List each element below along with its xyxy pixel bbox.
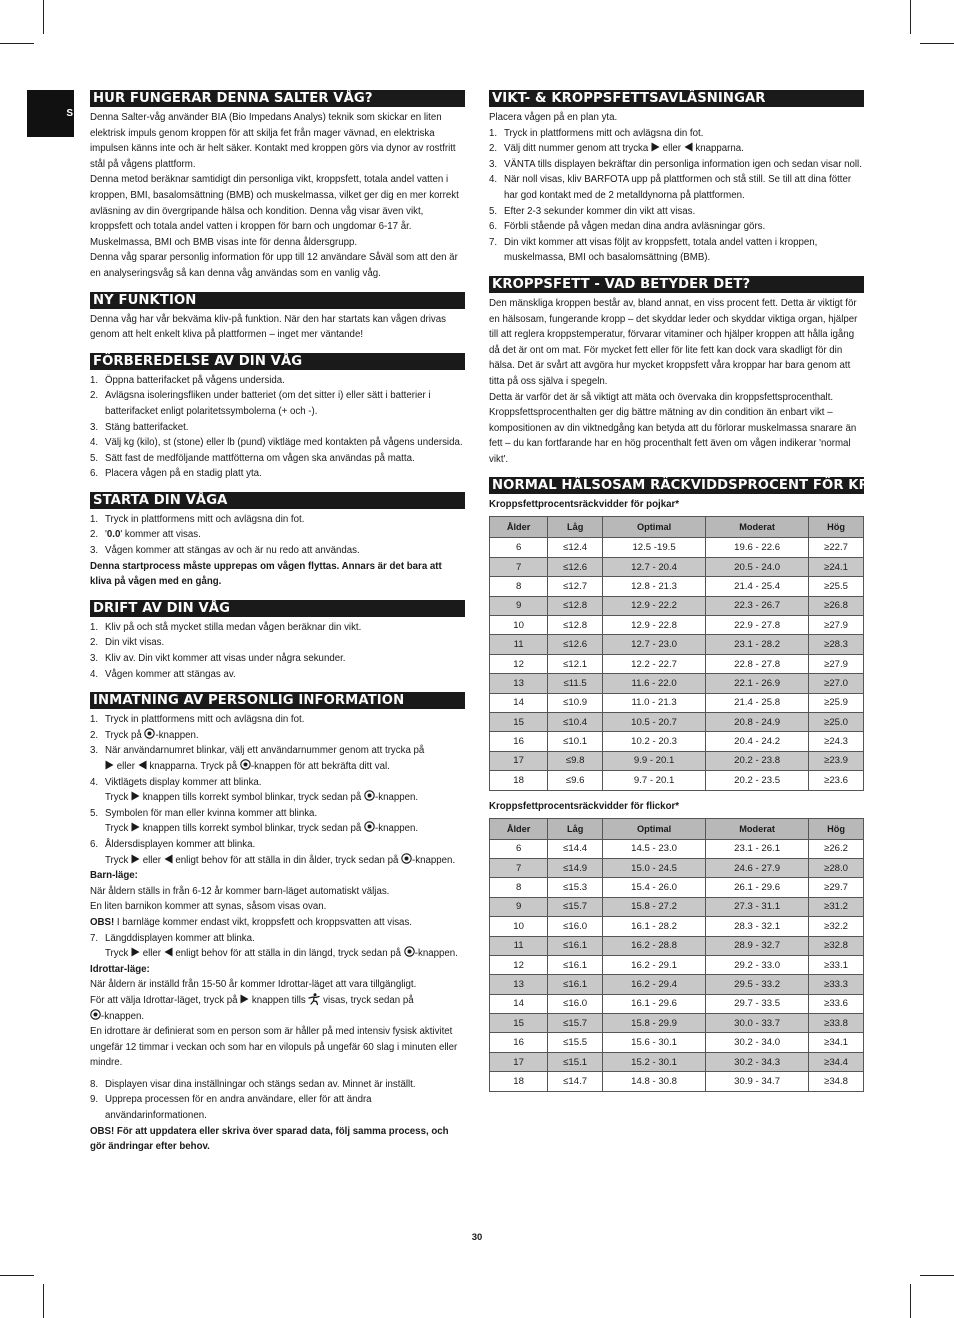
list-item: 6. Förbli stående på vågen medan dina andra avläsningar görs. [489,221,766,233]
table-cell: 15.6 - 30.1 [603,1033,706,1052]
list-item: 3. Kliv av. Din vikt kommer att visas under några sekunder. [90,653,346,665]
table-row [490,975,864,994]
table-cell: 11.0 - 21.3 [603,693,706,712]
list-item: 4. Viktlägets display kommer att blinka. Tryck knappen tills korrekt symbol blinkar, tryck sedan på -knappen. [90,775,465,806]
table-cell: 16.1 - 28.2 [603,917,706,936]
table-cell: ≥27.9 [809,654,864,673]
table-cell: 9 [490,596,548,615]
col-header: Hög [809,818,864,839]
list-item: 1. Tryck in plattformens mitt och avlägsna din fot. [489,127,704,139]
table-cell: ≥25.9 [809,693,864,712]
table-cell: 14 [490,994,548,1013]
table-cell: ≤10.4 [548,712,603,731]
table-cell: 30.0 - 33.7 [706,1014,809,1033]
section-heading: DRIFT AV DIN VÅG [90,600,465,617]
table-cell: 28.3 - 32.1 [706,917,809,936]
athlete-icon [308,993,320,1009]
table-cell: 22.3 - 26.7 [706,596,809,615]
boys-range-table [489,516,864,790]
table-cell: ≤15.7 [548,1014,603,1033]
table-cell: 12.7 - 20.4 [603,557,706,576]
set-button-icon [364,790,375,806]
final-note: OBS! För att uppdatera eller skriva över sparad data, följ samma process, och gör ändringar efter behov. [90,1125,449,1153]
table-row [490,858,864,877]
table-cell: 12.7 - 23.0 [603,635,706,654]
list-item: 3. Vågen kommer att stängas av och är nu redo att användas. [90,545,360,557]
table-row [490,538,864,557]
table-cell: 30.2 - 34.0 [706,1033,809,1052]
table-cell: ≥33.1 [809,955,864,974]
list-item: 7. Längddisplayen kommer att blinka. Tryck eller enligt behov för att ställa in din längd, tryck sedan på -knappen. [90,931,465,962]
set-button-icon [364,821,375,837]
table-cell: 12.9 - 22.8 [603,616,706,635]
paragraph: -knappen. [90,1009,465,1025]
section-how-it-works [90,90,465,282]
table-row [490,674,864,693]
table-cell: ≤12.1 [548,654,603,673]
table-cell: ≥33.8 [809,1014,864,1033]
table-cell: ≤15.1 [548,1052,603,1071]
table-cell: 16.2 - 28.8 [603,936,706,955]
table-row [490,994,864,1013]
table-cell: 16 [490,732,548,751]
section-heading: INMATNING AV PERSONLIG INFORMATION [90,692,465,709]
table-cell: 15.2 - 30.1 [603,1052,706,1071]
table-cell: 18 [490,1072,548,1091]
table-cell: ≥27.9 [809,616,864,635]
table-cell: ≤12.8 [548,616,603,635]
table-cell: 12 [490,955,548,974]
table-cell: 15.8 - 29.9 [603,1014,706,1033]
table-cell: ≥26.8 [809,596,864,615]
right-arrow-icon [131,790,140,806]
paragraph: När åldern är inställd från 15-50 år kommer Idrottar-läget att vara tillgängligt. [90,979,417,991]
table-cell: 16.2 - 29.1 [603,955,706,974]
table-cell: ≥34.4 [809,1052,864,1071]
table-row [490,557,864,576]
col-header: Optimal [603,818,706,839]
language-tab [27,90,74,137]
table-cell: 15 [490,712,548,731]
table-cell: 19.6 - 22.6 [706,538,809,557]
table-row [490,1014,864,1033]
crop-mark [920,43,954,44]
table-cell: ≤12.8 [548,596,603,615]
set-button-icon [144,728,155,744]
note: Denna startprocess måste upprepas om vågen flyttas. Annars är det bara att kliva på vågen med en gång. [90,560,442,588]
table-row [490,635,864,654]
table-row [490,897,864,916]
table-cell: ≤12.4 [548,538,603,557]
table-row [490,1033,864,1052]
table-cell: ≥22.7 [809,538,864,557]
table-cell: 13 [490,674,548,693]
set-button-icon [90,1009,101,1025]
table-cell: ≤15.5 [548,1033,603,1052]
table-cell: ≤11.5 [548,674,603,693]
girls-range-table [489,818,864,1092]
table-cell: 15.4 - 26.0 [603,878,706,897]
paragraph: En idrottare är definierat som en person som är håller på med intensiv fysisk aktivitet ungefär 12 timmar i veckan och som har en vilopuls på ungefär 60 slag i minuten eller mindre. [90,1026,458,1069]
table-row [490,771,864,790]
table-cell: 16 [490,1033,548,1052]
crop-mark [43,1284,44,1318]
section-preparation [90,353,465,482]
table-cell: 12 [490,654,548,673]
crop-mark [920,1275,954,1276]
table-cell: ≤16.1 [548,975,603,994]
table-cell: ≥26.2 [809,839,864,858]
section-personal-info [90,692,465,1155]
col-header: Ålder [490,818,548,839]
table-cell: 12.2 - 22.7 [603,654,706,673]
table-row [490,1072,864,1091]
table-cell: 11.6 - 22.0 [603,674,706,693]
list-item: 6. Placera vågen på en stadig platt yta. [90,468,262,480]
table-cell: ≥24.1 [809,557,864,576]
set-button-icon [404,946,415,962]
table-cell: ≥27.0 [809,674,864,693]
table-row [490,955,864,974]
table-cell: 22.1 - 26.9 [706,674,809,693]
section-heading: STARTA DIN VÅGA [90,492,465,509]
table-cell: 8 [490,878,548,897]
table-cell: ≥23.6 [809,771,864,790]
section-healthy-range [489,477,946,1091]
list-item: 2. Välj ditt nummer genom att trycka eller knapparna. [489,141,864,157]
table-cell: ≥25.0 [809,712,864,731]
subheading: Idrottar-läge: [90,963,150,975]
crop-mark [0,43,34,44]
list-item: 5. Sätt fast de medföljande mattfötterna om vågen ska användas på matta. [90,452,415,464]
list-item: 1. Kliv på och stå mycket stilla medan vågen beräknar din vikt. [90,621,362,633]
table-row [490,616,864,635]
table-cell: ≤14.7 [548,1072,603,1091]
list-item: 9. Upprepa processen för en andra användare, eller för att ändra användarinformationen. [90,1094,372,1122]
col-header: Optimal [603,517,706,538]
list-item: 2. '0.0' kommer att visas. [90,529,201,541]
crop-mark [0,1275,34,1276]
table-caption-boys: Kroppsfettprocentsräckvidder för pojkar* [489,499,680,511]
left-arrow-icon [684,141,693,157]
table-cell: 7 [490,858,548,877]
crop-mark [910,1284,911,1318]
table-row [490,654,864,673]
table-cell: ≥34.1 [809,1033,864,1052]
table-cell: 23.1 - 26.1 [706,839,809,858]
table-cell: ≤16.1 [548,936,603,955]
col-header: Ålder [490,517,548,538]
table-row [490,878,864,897]
table-cell: 9 [490,897,548,916]
table-cell: 29.2 - 33.0 [706,955,809,974]
table-cell: 11 [490,936,548,955]
section-heading: FÖRBEREDELSE AV DIN VÅG [90,353,465,370]
table-cell: 14.8 - 30.8 [603,1072,706,1091]
list-item: 4. Vågen kommer att stängas av. [90,668,236,680]
section-heading: HUR FUNGERAR DENNA SALTER VÅG? [90,90,465,107]
list-item: 3. VÄNTA tills displayen bekräftar din personliga information igen och sedan visar noll. [489,158,862,170]
table-row [490,732,864,751]
table-header-row [490,818,864,839]
list-item: 6. Åldersdisplayen kommer att blinka. Tryck eller enligt behov för att ställa in din ålder, tryck sedan på -knappen. [90,837,465,868]
table-cell: ≤14.4 [548,839,603,858]
left-arrow-icon [138,759,147,775]
table-cell: 21.4 - 25.8 [706,693,809,712]
right-column [489,90,946,1092]
table-cell: 16.1 - 29.6 [603,994,706,1013]
table-cell: 15.0 - 24.5 [603,858,706,877]
table-row [490,693,864,712]
table-cell: 9.9 - 20.1 [603,751,706,770]
col-header: Hög [809,517,864,538]
table-cell: 20.5 - 24.0 [706,557,809,576]
right-arrow-icon [651,141,660,157]
table-cell: ≥33.6 [809,994,864,1013]
paragraph: OBS! I barnläge kommer endast vikt, kroppsfett och kroppsvatten att visas. [90,916,412,928]
col-header: Låg [548,818,603,839]
list-item: 4. Välj kg (kilo), st (stone) eller lb (pund) viktläge med kontakten på vågens undersida. [90,437,463,449]
crop-mark [43,0,44,34]
section-heading: VIKT- & KROPPSFETTSAVLÄSNINGAR [489,90,864,107]
table-row [490,936,864,955]
table-cell: ≥32.8 [809,936,864,955]
table-cell: 14 [490,693,548,712]
left-arrow-icon [164,946,173,962]
table-cell: 20.2 - 23.8 [706,751,809,770]
table-row [490,1052,864,1071]
table-cell: 29.7 - 33.5 [706,994,809,1013]
list-item: 2. Din vikt visas. [90,637,165,649]
table-cell: ≥34.8 [809,1072,864,1091]
table-cell: 15.8 - 27.2 [603,897,706,916]
table-cell: ≥24.3 [809,732,864,751]
paragraph: För att välja Idrottar-läget, tryck på knappen tills visas, tryck sedan på [90,993,465,1009]
table-cell: ≤12.6 [548,557,603,576]
table-cell: ≤14.9 [548,858,603,877]
paragraph: Placera vågen på en plan yta. [489,112,618,123]
table-cell: 16.2 - 29.4 [603,975,706,994]
table-cell: 26.1 - 29.6 [706,878,809,897]
subheading: Barn-läge: [90,870,138,882]
section-heading: NY FUNKTION [90,292,465,309]
table-row [490,839,864,858]
table-cell: ≤9.6 [548,771,603,790]
right-arrow-icon [131,946,140,962]
table-cell: 9.7 - 20.1 [603,771,706,790]
table-cell: 30.9 - 34.7 [706,1072,809,1091]
left-arrow-icon [164,853,173,869]
table-cell: ≥28.0 [809,858,864,877]
paragraph: Denna våg har vår bekväma kliv-på funktion. När den har startats kan vågen drivas genom att helt enkelt kliva på plattformen – inget mer väntande! [90,313,446,341]
table-cell: ≥28.3 [809,635,864,654]
table-cell: ≤10.9 [548,693,603,712]
list-item: 3. När användarnumret blinkar, välj ett användarnummer genom att trycka på eller knapparna. Tryck på -knappen för att bekräfta ditt val. [90,743,465,774]
paragraph: Denna metod beräknar samtidigt din personliga vikt, kroppsfett, totala andel vatten i kroppen, BMI, basalomsättning (BMB) och muskelmassa, vilket ger dig en mer korrekt avläsning av din övergripande hälsa och kondition. Denna våg visar även vikt, kroppsfett och totala andel vatten i kroppen för barn och ungdomar 6-17 år. Muskelmassa, BMI och BMB visas inte för denna åldersgrupp. [90,174,459,248]
table-cell: ≥25.5 [809,577,864,596]
list-item: 5. Efter 2-3 sekunder kommer din vikt att visas. [489,205,696,217]
table-cell: 24.6 - 27.9 [706,858,809,877]
table-cell: 12.8 - 21.3 [603,577,706,596]
table-cell: 6 [490,839,548,858]
col-header: Moderat [706,818,809,839]
table-row [490,577,864,596]
table-cell: 17 [490,751,548,770]
table-cell: ≤9.8 [548,751,603,770]
table-cell: 23.1 - 28.2 [706,635,809,654]
list-item: 1. Tryck in plattformens mitt och avlägsna din fot. [90,714,305,726]
list-item: 2. Tryck på -knappen. [90,728,465,744]
set-button-icon [240,759,251,775]
table-cell: 10.5 - 20.7 [603,712,706,731]
table-cell: ≥23.9 [809,751,864,770]
table-cell: 29.5 - 33.2 [706,975,809,994]
col-header: Moderat [706,517,809,538]
table-cell: 15 [490,1014,548,1033]
paragraph: Denna Salter-våg använder BIA (Bio Impedans Analys) teknik som skickar en liten elektrisk impuls genom kroppen för att skilja fet från mager vävnad, en elektriska impulsen känns inte och är helt säker. Kontakt med kroppen görs via dynor av rostfritt stål på vågens plattform. [90,112,456,170]
list-item: 8. Displayen visar dina inställningar och stängs sedan av. Minnet är inställt. [90,1078,416,1090]
paragraph: Denna våg sparar personlig information för upp till 12 användare Såväl som att den är en analyseringsvåg så kan denna våg användas som en vanlig våg. [90,252,458,279]
table-row [490,917,864,936]
table-cell: 22.8 - 27.8 [706,654,809,673]
table-cell: ≤10.1 [548,732,603,751]
table-cell: 7 [490,557,548,576]
table-cell: 6 [490,538,548,557]
table-cell: 10.2 - 20.3 [603,732,706,751]
section-heading: NORMAL HÄLSOSAM RÄCKVIDDSPROCENT FÖR KROPPSFETT [489,477,864,494]
table-row [490,751,864,770]
list-item: 2. Avlägsna isoleringsfliken under batteriet (om det sitter i) eller sätt i batterier i batterifacket enligt polaritetssymbolerna (+ och -). [90,390,431,417]
right-arrow-icon [105,759,114,775]
table-cell: ≤16.1 [548,955,603,974]
table-row [490,712,864,731]
table-cell: 12.5 -19.5 [603,538,706,557]
section-heading: KROPPSFETT - VAD BETYDER DET? [489,276,864,293]
table-cell: 14.5 - 23.0 [603,839,706,858]
table-cell: 13 [490,975,548,994]
list-item: 3. Stäng batterifacket. [90,421,189,433]
section-start-scale [90,492,465,590]
table-cell: 12.9 - 22.2 [603,596,706,615]
left-column [90,90,465,1155]
table-cell: ≤15.7 [548,897,603,916]
table-cell: ≤16.0 [548,917,603,936]
table-row [490,596,864,615]
language-tab-label: S [66,108,73,119]
table-cell: ≥32.2 [809,917,864,936]
list-item: 5. Symbolen för man eller kvinna kommer att blinka. Tryck knappen tills korrekt symbol blinkar, tryck sedan på -knappen. [90,806,465,837]
table-cell: 8 [490,577,548,596]
table-cell: 20.8 - 24.9 [706,712,809,731]
set-button-icon [401,853,412,869]
table-cell: 11 [490,635,548,654]
table-cell: ≤16.0 [548,994,603,1013]
table-cell: 10 [490,616,548,635]
table-cell: 30.2 - 34.3 [706,1052,809,1071]
paragraph: När åldern ställs in från 6-12 år kommer barn-läget automatiskt väljas. [90,885,390,897]
col-header: Låg [548,517,603,538]
section-new-feature [90,292,465,343]
table-cell: 22.9 - 27.8 [706,616,809,635]
table-cell: ≤12.7 [548,577,603,596]
table-cell: 27.3 - 31.1 [706,897,809,916]
table-cell: 17 [490,1052,548,1071]
section-readings [489,90,864,266]
paragraph: Detta är varför det är så viktigt att mäta och övervaka din kroppsfettsprocenthalt. Kroppsfettsprocenthalten ger dig bättre mätning av din condition än enbart vikt – kompositionen av din viktnedgång kan betyda att du förlorar muskelmassa snarare än fett – du kan fortfarande har en hög procenthalt fett även om vågen indikerar 'normal vikt'. [489,391,857,465]
table-cell: ≥33.3 [809,975,864,994]
paragraph: Den mänskliga kroppen består av, bland annat, en viss procent fett. Detta är viktigt för en hälsosam, fungerande kropp – det skyddar leder och skyddar viktiga organ, hjälper till att reglera kroppstemperatur, förvarar vitaminer och hjälper kroppen att hålla igång då det är ont om mat. För mycket fett eller för lite fett kan dock vara skadligt för din hälsa. Det är svårt att avgöra hur mycket kroppsfett våra kroppar har bara genom att titta på oss själva i spegeln. [489,297,858,387]
table-header-row [490,517,864,538]
table-cell: 10 [490,917,548,936]
section-operation [90,600,465,682]
page-number: 30 [471,1232,483,1243]
list-item: 1. Tryck in plattformens mitt och avlägsna din fot. [90,513,305,525]
table-cell: 21.4 - 25.4 [706,577,809,596]
table-cell: 18 [490,771,548,790]
table-cell: ≥29.7 [809,878,864,897]
table-cell: ≤12.6 [548,635,603,654]
table-cell: 20.4 - 24.2 [706,732,809,751]
list-item: 1. Öppna batterifacket på vågens undersida. [90,374,285,386]
right-arrow-icon [240,993,249,1009]
list-item: 4. När noll visas, kliv BARFOTA upp på plattformen och stå still. Se till att dina fötter har god kontakt med de 2 metalldynorna på plattformen. [489,174,852,201]
section-body-fat-meaning [489,276,864,468]
paragraph: En liten barnikon kommer att synas, såsom visas ovan. [90,901,327,913]
table-caption-girls: Kroppsfettprocentsräckvidder för flickor* [489,800,680,812]
right-arrow-icon [131,853,140,869]
table-cell: 20.2 - 23.5 [706,771,809,790]
table-cell: ≥31.2 [809,897,864,916]
table-cell: ≤15.3 [548,878,603,897]
crop-mark [910,0,911,34]
list-item: 7. Din vikt kommer att visas följt av kroppsfett, totala andel vatten i kroppen, muskelmassa, BMI och basalomsättning (BMB). [489,236,818,264]
right-arrow-icon [131,821,140,837]
table-cell: 28.9 - 32.7 [706,936,809,955]
